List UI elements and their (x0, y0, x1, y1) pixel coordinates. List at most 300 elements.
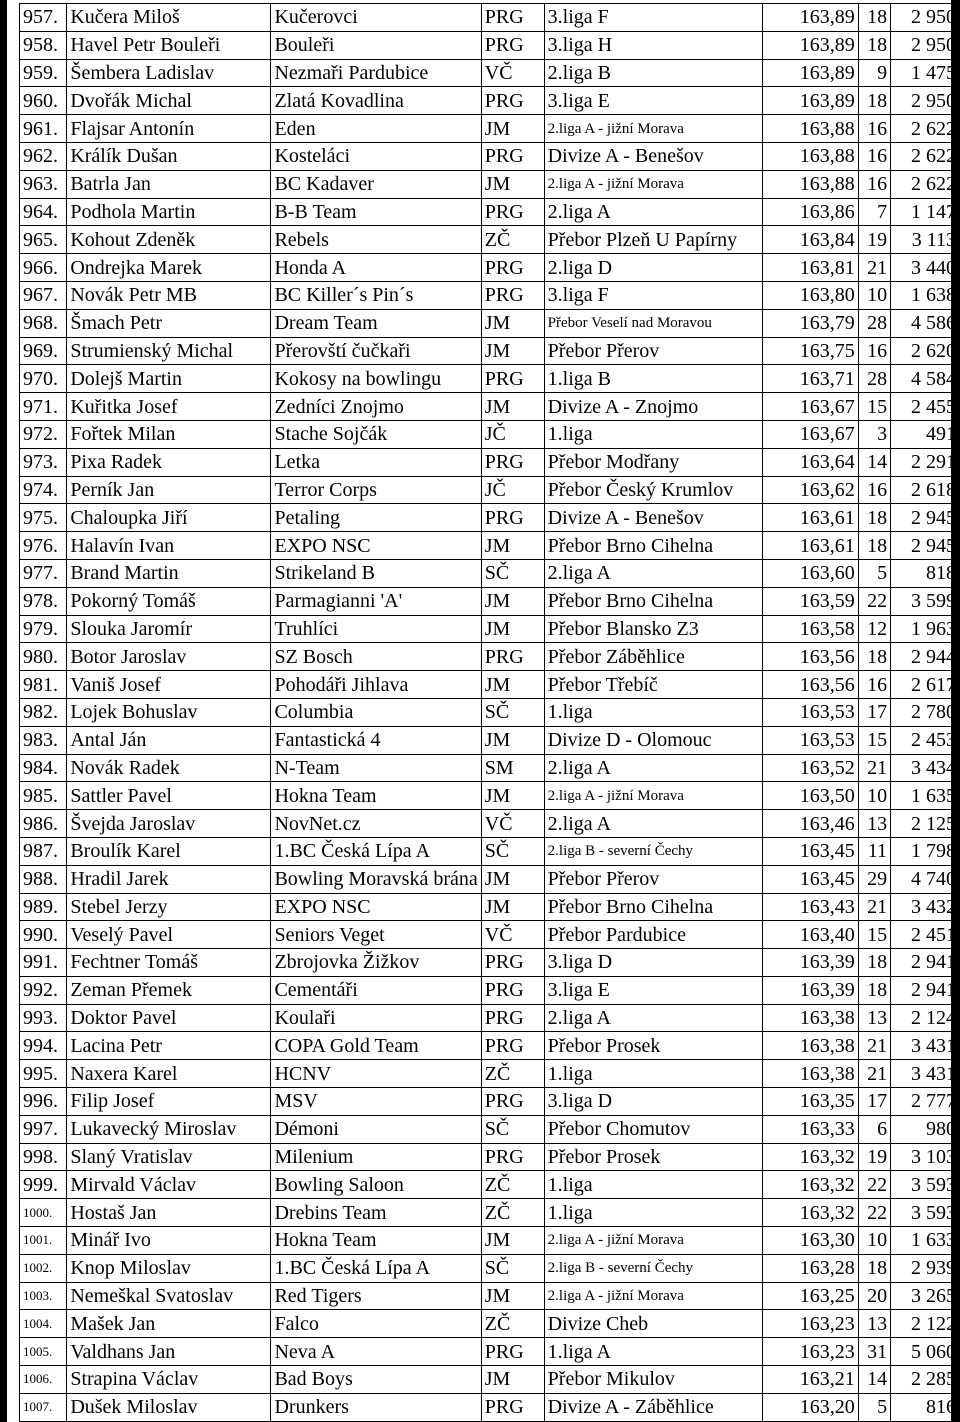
games-cell: 28 (858, 365, 890, 393)
league-cell: 1.liga A (544, 1338, 762, 1366)
league-cell: Přebor Plzeň U Papírny (544, 226, 762, 254)
rank-cell: 986. (20, 810, 67, 838)
club-cell: Milenium (271, 1143, 481, 1171)
total-pins-cell: 2 780 (891, 698, 960, 726)
average-cell: 163,32 (762, 1143, 858, 1171)
rank-cell: 990. (20, 921, 67, 949)
table-row (20, 87, 960, 115)
total-pins-cell: 2 944 (891, 643, 960, 671)
player-name-cell: Minář Ivo (67, 1227, 271, 1255)
player-name-cell: Antal Ján (67, 726, 271, 754)
table-row (20, 698, 960, 726)
club-cell: Parmagianni 'A' (271, 587, 481, 615)
club-cell: Přerovští čučkaři (271, 337, 481, 365)
total-pins-cell: 3 431 (891, 1060, 960, 1088)
rank-cell: 992. (20, 976, 67, 1004)
rank-cell: 960. (20, 87, 67, 115)
league-cell: Přebor Třebíč (544, 671, 762, 699)
player-name-cell: Kohout Zdeněk (67, 226, 271, 254)
games-cell: 16 (858, 337, 890, 365)
league-cell: Přebor Český Krumlov (544, 476, 762, 504)
games-cell: 5 (858, 559, 890, 587)
table-row (20, 782, 960, 810)
club-cell: Honda A (271, 254, 481, 282)
player-name-cell: Hradil Jarek (67, 865, 271, 893)
player-name-cell: Naxera Karel (67, 1060, 271, 1088)
region-cell: JM (481, 587, 544, 615)
total-pins-cell: 2 950 (891, 31, 960, 59)
league-cell: 3.liga E (544, 87, 762, 115)
table-row (20, 559, 960, 587)
table-row (20, 1115, 960, 1143)
table-row (20, 1366, 960, 1394)
player-name-cell: Brand Martin (67, 559, 271, 587)
league-cell: Přebor Záběhlice (544, 643, 762, 671)
table-row (20, 448, 960, 476)
league-cell: 2.liga B (544, 59, 762, 87)
games-cell: 18 (858, 976, 890, 1004)
games-cell: 31 (858, 1338, 890, 1366)
region-cell: SČ (481, 698, 544, 726)
region-cell: JM (481, 170, 544, 198)
average-cell: 163,75 (762, 337, 858, 365)
average-cell: 163,80 (762, 281, 858, 309)
games-cell: 6 (858, 1115, 890, 1143)
league-cell: Divize A - Benešov (544, 504, 762, 532)
table-row (20, 476, 960, 504)
league-cell: Divize A - Záběhlice (544, 1393, 762, 1421)
player-name-cell: Slaný Vratislav (67, 1143, 271, 1171)
average-cell: 163,89 (762, 87, 858, 115)
league-cell: 2.liga D (544, 254, 762, 282)
rank-cell: 981. (20, 671, 67, 699)
rank-cell: 1006. (20, 1366, 67, 1394)
player-name-cell: Pokorný Tomáš (67, 587, 271, 615)
total-pins-cell: 3 265 (891, 1282, 960, 1310)
region-cell: PRG (481, 1338, 544, 1366)
league-cell: Divize D - Olomouc (544, 726, 762, 754)
games-cell: 17 (858, 698, 890, 726)
total-pins-cell: 1 798 (891, 837, 960, 865)
club-cell: Red Tigers (271, 1282, 481, 1310)
total-pins-cell: 3 434 (891, 754, 960, 782)
games-cell: 18 (858, 504, 890, 532)
games-cell: 20 (858, 1282, 890, 1310)
league-cell: 1.liga B (544, 365, 762, 393)
player-name-cell: Havel Petr Bouleři (67, 31, 271, 59)
table-row (20, 170, 960, 198)
league-cell: Přebor Prosek (544, 1032, 762, 1060)
player-name-cell: Pixa Radek (67, 448, 271, 476)
table-row (20, 976, 960, 1004)
table-row (20, 1171, 960, 1199)
games-cell: 10 (858, 782, 890, 810)
club-cell: N-Team (271, 754, 481, 782)
player-name-cell: Sattler Pavel (67, 782, 271, 810)
table-row (20, 337, 960, 365)
total-pins-cell: 2 945 (891, 532, 960, 560)
total-pins-cell: 4 584 (891, 365, 960, 393)
rank-cell: 1005. (20, 1338, 67, 1366)
club-cell: Démoni (271, 1115, 481, 1143)
club-cell: Truhlíci (271, 615, 481, 643)
club-cell: Kokosy na bowlingu (271, 365, 481, 393)
average-cell: 163,88 (762, 115, 858, 143)
player-name-cell: Ondrejka Marek (67, 254, 271, 282)
rank-cell: 994. (20, 1032, 67, 1060)
rank-cell: 976. (20, 532, 67, 560)
league-cell: Přebor Brno Cihelna (544, 587, 762, 615)
league-cell: 2.liga A - jižní Morava (544, 1282, 762, 1310)
average-cell: 163,25 (762, 1282, 858, 1310)
average-cell: 163,40 (762, 921, 858, 949)
player-name-cell: Perník Jan (67, 476, 271, 504)
table-row (20, 59, 960, 87)
league-cell: 1.liga (544, 1060, 762, 1088)
table-row (20, 1227, 960, 1255)
club-cell: B-B Team (271, 198, 481, 226)
games-cell: 21 (858, 893, 890, 921)
total-pins-cell: 2 291 (891, 448, 960, 476)
rank-cell: 967. (20, 281, 67, 309)
table-row (20, 949, 960, 977)
total-pins-cell: 816 (891, 1393, 960, 1421)
average-cell: 163,39 (762, 976, 858, 1004)
games-cell: 18 (858, 1254, 890, 1282)
region-cell: SČ (481, 1115, 544, 1143)
average-cell: 163,35 (762, 1088, 858, 1116)
table-row (20, 31, 960, 59)
region-cell: JM (481, 782, 544, 810)
average-cell: 163,84 (762, 226, 858, 254)
total-pins-cell: 3 431 (891, 1032, 960, 1060)
table-row (20, 1310, 960, 1338)
rank-cell: 979. (20, 615, 67, 643)
region-cell: SČ (481, 837, 544, 865)
table-row (20, 532, 960, 560)
club-cell: Zbrojovka Žižkov (271, 949, 481, 977)
table-row (20, 365, 960, 393)
games-cell: 18 (858, 87, 890, 115)
table-row (20, 1088, 960, 1116)
average-cell: 163,32 (762, 1171, 858, 1199)
average-cell: 163,30 (762, 1227, 858, 1255)
player-name-cell: Mirvald Václav (67, 1171, 271, 1199)
games-cell: 15 (858, 921, 890, 949)
league-cell: 2.liga A (544, 1004, 762, 1032)
table-row (20, 420, 960, 448)
club-cell: Pohodáři Jihlava (271, 671, 481, 699)
table-row (20, 1338, 960, 1366)
total-pins-cell: 3 440 (891, 254, 960, 282)
player-name-cell: Novák Petr MB (67, 281, 271, 309)
club-cell: Stache Sojčák (271, 420, 481, 448)
player-name-cell: Flajsar Antonín (67, 115, 271, 143)
region-cell: VČ (481, 59, 544, 87)
club-cell: Dream Team (271, 309, 481, 337)
rank-cell: 983. (20, 726, 67, 754)
region-cell: PRG (481, 1004, 544, 1032)
table-row (20, 1282, 960, 1310)
league-cell: 2.liga A - jižní Morava (544, 782, 762, 810)
player-name-cell: Šembera Ladislav (67, 59, 271, 87)
league-cell: 3.liga D (544, 949, 762, 977)
region-cell: JM (481, 893, 544, 921)
region-cell: JM (481, 309, 544, 337)
league-cell: 1.liga (544, 1199, 762, 1227)
average-cell: 163,43 (762, 893, 858, 921)
table-row (20, 1143, 960, 1171)
league-cell: 3.liga D (544, 1088, 762, 1116)
player-name-cell: Stebel Jerzy (67, 893, 271, 921)
rank-cell: 1004. (20, 1310, 67, 1338)
total-pins-cell: 1 633 (891, 1227, 960, 1255)
table-row (20, 1254, 960, 1282)
average-cell: 163,61 (762, 532, 858, 560)
rank-cell: 1001. (20, 1227, 67, 1255)
club-cell: Cementáři (271, 976, 481, 1004)
ranking-table-body (20, 4, 960, 1422)
rank-cell: 965. (20, 226, 67, 254)
rank-cell: 973. (20, 448, 67, 476)
average-cell: 163,45 (762, 837, 858, 865)
games-cell: 9 (858, 59, 890, 87)
club-cell: Nezmaři Pardubice (271, 59, 481, 87)
table-row (20, 393, 960, 421)
club-cell: Drebins Team (271, 1199, 481, 1227)
total-pins-cell: 2 455 (891, 393, 960, 421)
region-cell: PRG (481, 87, 544, 115)
club-cell: Koulaři (271, 1004, 481, 1032)
average-cell: 163,89 (762, 31, 858, 59)
table-row (20, 643, 960, 671)
total-pins-cell: 2 453 (891, 726, 960, 754)
league-cell: Přebor Pardubice (544, 921, 762, 949)
region-cell: SČ (481, 559, 544, 587)
region-cell: JM (481, 671, 544, 699)
average-cell: 163,67 (762, 420, 858, 448)
region-cell: JM (481, 393, 544, 421)
average-cell: 163,50 (762, 782, 858, 810)
region-cell: PRG (481, 1088, 544, 1116)
total-pins-cell: 3 103 (891, 1143, 960, 1171)
player-name-cell: Veselý Pavel (67, 921, 271, 949)
league-cell: 2.liga A (544, 198, 762, 226)
region-cell: PRG (481, 365, 544, 393)
rank-cell: 1000. (20, 1199, 67, 1227)
table-row (20, 115, 960, 143)
league-cell: 2.liga A - jižní Morava (544, 115, 762, 143)
player-name-cell: Slouka Jaromír (67, 615, 271, 643)
average-cell: 163,53 (762, 698, 858, 726)
table-row (20, 1199, 960, 1227)
league-cell: 1.liga (544, 1171, 762, 1199)
player-name-cell: Valdhans Jan (67, 1338, 271, 1366)
rank-cell: 997. (20, 1115, 67, 1143)
league-cell: Přebor Chomutov (544, 1115, 762, 1143)
club-cell: BC Kadaver (271, 170, 481, 198)
region-cell: PRG (481, 1032, 544, 1060)
total-pins-cell: 1 638 (891, 281, 960, 309)
league-cell: 2.liga A (544, 754, 762, 782)
games-cell: 5 (858, 1393, 890, 1421)
average-cell: 163,71 (762, 365, 858, 393)
table-row (20, 1060, 960, 1088)
rank-cell: 984. (20, 754, 67, 782)
games-cell: 17 (858, 1088, 890, 1116)
club-cell: Neva A (271, 1338, 481, 1366)
region-cell: JM (481, 1227, 544, 1255)
club-cell: Falco (271, 1310, 481, 1338)
total-pins-cell: 2 125 (891, 810, 960, 838)
table-row (20, 893, 960, 921)
region-cell: VČ (481, 810, 544, 838)
games-cell: 10 (858, 1227, 890, 1255)
league-cell: Divize Cheb (544, 1310, 762, 1338)
average-cell: 163,58 (762, 615, 858, 643)
games-cell: 18 (858, 532, 890, 560)
average-cell: 163,64 (762, 448, 858, 476)
region-cell: PRG (481, 4, 544, 32)
player-name-cell: Švejda Jaroslav (67, 810, 271, 838)
average-cell: 163,23 (762, 1310, 858, 1338)
player-name-cell: Podhola Martin (67, 198, 271, 226)
player-name-cell: Strapina Václav (67, 1366, 271, 1394)
region-cell: ZČ (481, 1310, 544, 1338)
club-cell: Petaling (271, 504, 481, 532)
rank-cell: 974. (20, 476, 67, 504)
region-cell: PRG (481, 949, 544, 977)
region-cell: SM (481, 754, 544, 782)
league-cell: 3.liga H (544, 31, 762, 59)
games-cell: 11 (858, 837, 890, 865)
rank-cell: 1007. (20, 1393, 67, 1421)
region-cell: JM (481, 615, 544, 643)
games-cell: 18 (858, 949, 890, 977)
club-cell: HCNV (271, 1060, 481, 1088)
rank-cell: 982. (20, 698, 67, 726)
rank-cell: 998. (20, 1143, 67, 1171)
club-cell: Zedníci Znojmo (271, 393, 481, 421)
region-cell: PRG (481, 1143, 544, 1171)
player-name-cell: Botor Jaroslav (67, 643, 271, 671)
league-cell: 2.liga A (544, 810, 762, 838)
league-cell: Přebor Blansko Z3 (544, 615, 762, 643)
player-name-cell: Dvořák Michal (67, 87, 271, 115)
total-pins-cell: 2 122 (891, 1310, 960, 1338)
average-cell: 163,45 (762, 865, 858, 893)
average-cell: 163,61 (762, 504, 858, 532)
games-cell: 22 (858, 1199, 890, 1227)
club-cell: Letka (271, 448, 481, 476)
games-cell: 16 (858, 170, 890, 198)
games-cell: 18 (858, 643, 890, 671)
rank-cell: 966. (20, 254, 67, 282)
average-cell: 163,53 (762, 726, 858, 754)
rank-cell: 995. (20, 1060, 67, 1088)
player-name-cell: Filip Josef (67, 1088, 271, 1116)
region-cell: PRG (481, 643, 544, 671)
games-cell: 12 (858, 615, 890, 643)
region-cell: JM (481, 865, 544, 893)
games-cell: 15 (858, 726, 890, 754)
table-row (20, 865, 960, 893)
games-cell: 13 (858, 1310, 890, 1338)
region-cell: JM (481, 337, 544, 365)
games-cell: 10 (858, 281, 890, 309)
games-cell: 19 (858, 226, 890, 254)
club-cell: EXPO NSC (271, 532, 481, 560)
games-cell: 22 (858, 1171, 890, 1199)
games-cell: 18 (858, 4, 890, 32)
club-cell: BC Killer´s Pin´s (271, 281, 481, 309)
table-row (20, 281, 960, 309)
region-cell: ZČ (481, 226, 544, 254)
region-cell: PRG (481, 504, 544, 532)
club-cell: Seniors Veget (271, 921, 481, 949)
games-cell: 15 (858, 393, 890, 421)
total-pins-cell: 2 622 (891, 115, 960, 143)
total-pins-cell: 2 950 (891, 4, 960, 32)
total-pins-cell: 1 475 (891, 59, 960, 87)
rank-cell: 991. (20, 949, 67, 977)
games-cell: 18 (858, 31, 890, 59)
rank-cell: 980. (20, 643, 67, 671)
total-pins-cell: 2 950 (891, 87, 960, 115)
games-cell: 16 (858, 115, 890, 143)
average-cell: 163,67 (762, 393, 858, 421)
total-pins-cell: 2 451 (891, 921, 960, 949)
league-cell: Divize A - Znojmo (544, 393, 762, 421)
club-cell: Zlatá Kovadlina (271, 87, 481, 115)
average-cell: 163,81 (762, 254, 858, 282)
total-pins-cell: 5 060 (891, 1338, 960, 1366)
average-cell: 163,88 (762, 170, 858, 198)
table-row (20, 1393, 960, 1421)
games-cell: 22 (858, 587, 890, 615)
total-pins-cell: 1 963 (891, 615, 960, 643)
rank-cell: 962. (20, 142, 67, 170)
club-cell: Eden (271, 115, 481, 143)
rank-cell: 1002. (20, 1254, 67, 1282)
games-cell: 19 (858, 1143, 890, 1171)
table-row (20, 4, 960, 32)
total-pins-cell: 2 285 (891, 1366, 960, 1394)
club-cell: Hokna Team (271, 1227, 481, 1255)
ranking-table (19, 3, 960, 1422)
region-cell: JČ (481, 420, 544, 448)
league-cell: Přebor Mikulov (544, 1366, 762, 1394)
average-cell: 163,33 (762, 1115, 858, 1143)
club-cell: 1.BC Česká Lípa A (271, 1254, 481, 1282)
player-name-cell: Králík Dušan (67, 142, 271, 170)
rank-cell: 972. (20, 420, 67, 448)
games-cell: 13 (858, 810, 890, 838)
region-cell: VČ (481, 921, 544, 949)
club-cell: Columbia (271, 698, 481, 726)
page-left-border (0, 0, 7, 1422)
club-cell: COPA Gold Team (271, 1032, 481, 1060)
games-cell: 21 (858, 1060, 890, 1088)
average-cell: 163,89 (762, 4, 858, 32)
average-cell: 163,46 (762, 810, 858, 838)
total-pins-cell: 2 777 (891, 1088, 960, 1116)
player-name-cell: Nemeškal Svatoslav (67, 1282, 271, 1310)
club-cell: Kosteláci (271, 142, 481, 170)
club-cell: Bowling Moravská brána (271, 865, 481, 893)
player-name-cell: Knop Miloslav (67, 1254, 271, 1282)
average-cell: 163,20 (762, 1393, 858, 1421)
